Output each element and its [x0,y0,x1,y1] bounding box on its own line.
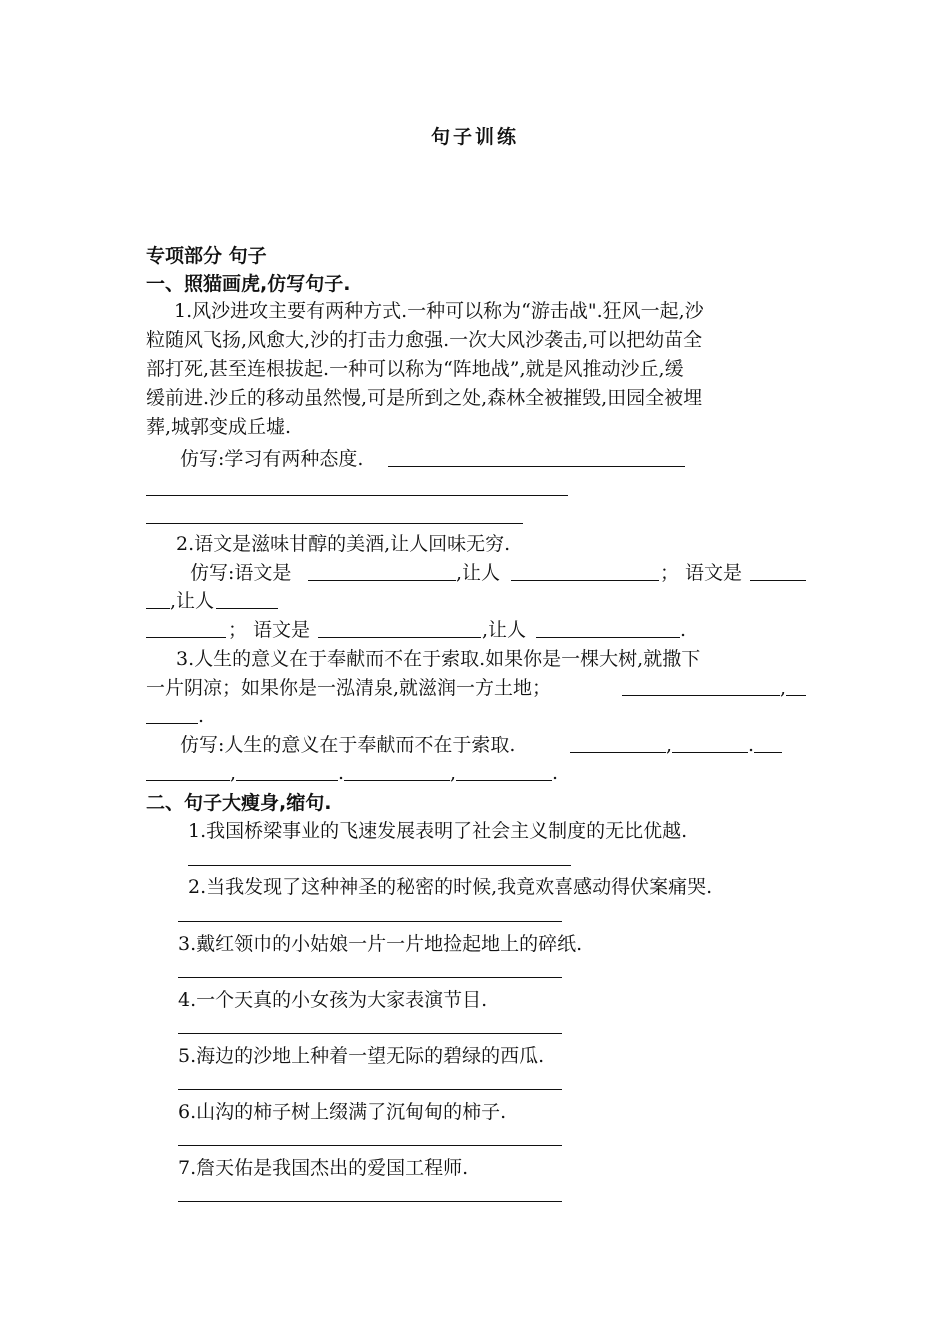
shrink-item: 5.海边的沙地上种着一望无际的碧绿的西瓜. [178,1045,545,1067]
answer-blank[interactable] [188,865,571,866]
shrink-item: 3.戴红领巾的小姑娘一片一片地捡起地上的碎纸. [178,933,583,955]
q2-fill-text: 仿写:语文是 [190,562,292,584]
answer-blank[interactable] [318,637,481,638]
q2-fill-text: ； 语文是 [660,562,743,584]
answer-blank[interactable] [146,780,230,781]
q3-punct: , [450,762,457,784]
answer-blank[interactable] [236,780,338,781]
part1-heading: 一、照猫画虎,仿写句子. [146,273,351,295]
answer-blank[interactable] [178,1089,562,1090]
shrink-item: 6.山沟的柿子树上缀满了沉甸甸的柿子. [178,1101,507,1123]
answer-blank[interactable] [146,608,170,609]
q3-punct: , [230,762,237,784]
answer-blank[interactable] [672,752,748,753]
q3-punct: , [666,734,673,756]
answer-blank[interactable] [308,580,456,581]
answer-blank[interactable] [178,921,562,922]
shrink-item: 2.当我发现了这种神圣的秘密的时候,我竟欢喜感动得伏案痛哭. [188,876,713,898]
answer-blank[interactable] [511,580,659,581]
answer-blank[interactable] [178,1033,562,1034]
q3-punct: . [748,734,755,756]
answer-blank[interactable] [570,752,666,753]
answer-blank[interactable] [536,637,680,638]
q3-prompt: 仿写:人生的意义在于奉献而不在于索取. [180,734,516,756]
page-title: 句子训练 [430,126,519,148]
q2-fill-text: ,让人 [170,590,215,612]
answer-blank[interactable] [750,580,806,581]
q3-punct: , [780,677,787,699]
q3-punct: . [552,762,559,784]
q1-line: 葬,城郭变成丘墟. [146,416,292,438]
q3-punct: . [198,705,205,727]
shrink-item: 1.我国桥梁事业的飞速发展表明了社会主义制度的无比优越. [188,820,688,842]
q1-prompt: 仿写:学习有两种态度. [180,448,364,470]
answer-blank[interactable] [146,637,226,638]
part2-heading: 二、句子大瘦身,缩句. [146,792,332,814]
q3-line: 3.人生的意义在于奉献而不在于索取.如果你是一棵大树,就撒下 [176,648,701,670]
answer-blank[interactable] [178,1201,562,1202]
q1-line: 缓前进.沙丘的移动虽然慢,可是所到之处,森林全被摧毁,田园全被埋 [146,387,703,409]
section-header: 专项部分 句子 [146,245,267,267]
q2-fill-text: . [680,619,687,641]
q1-line: 部打死,甚至连根拔起.一种可以称为“阵地战”,就是风推动沙丘,缓 [146,358,684,380]
answer-blank[interactable] [388,466,685,467]
q1-line: 1.风沙进攻主要有两种方式.一种可以称为“游击战".狂风一起,沙 [174,300,704,322]
q3-line: 一片阴凉；如果你是一泓清泉,就滋润一方土地； [146,677,552,699]
shrink-item: 4.一个天真的小女孩为大家表演节目. [178,989,488,1011]
q2-fill-text: ,让人 [456,562,501,584]
answer-blank[interactable] [178,1145,562,1146]
q2-fill-text: ； 语文是 [228,619,311,641]
answer-blank[interactable] [146,495,568,496]
answer-blank[interactable] [786,695,806,696]
answer-blank[interactable] [216,608,278,609]
q1-line: 粒随风飞扬,风愈大,沙的打击力愈强.一次大风沙袭击,可以把幼苗全 [146,329,703,351]
q3-punct: . [338,762,345,784]
answer-blank[interactable] [622,695,780,696]
answer-blank[interactable] [146,523,523,524]
shrink-item: 7.詹天佑是我国杰出的爱国工程师. [178,1157,469,1179]
answer-blank[interactable] [754,752,782,753]
answer-blank[interactable] [456,780,552,781]
answer-blank[interactable] [146,723,198,724]
q2-line: 2.语文是滋味甘醇的美酒,让人回味无穷. [176,533,511,555]
q2-fill-text: ,让人 [482,619,527,641]
answer-blank[interactable] [344,780,450,781]
answer-blank[interactable] [178,977,562,978]
